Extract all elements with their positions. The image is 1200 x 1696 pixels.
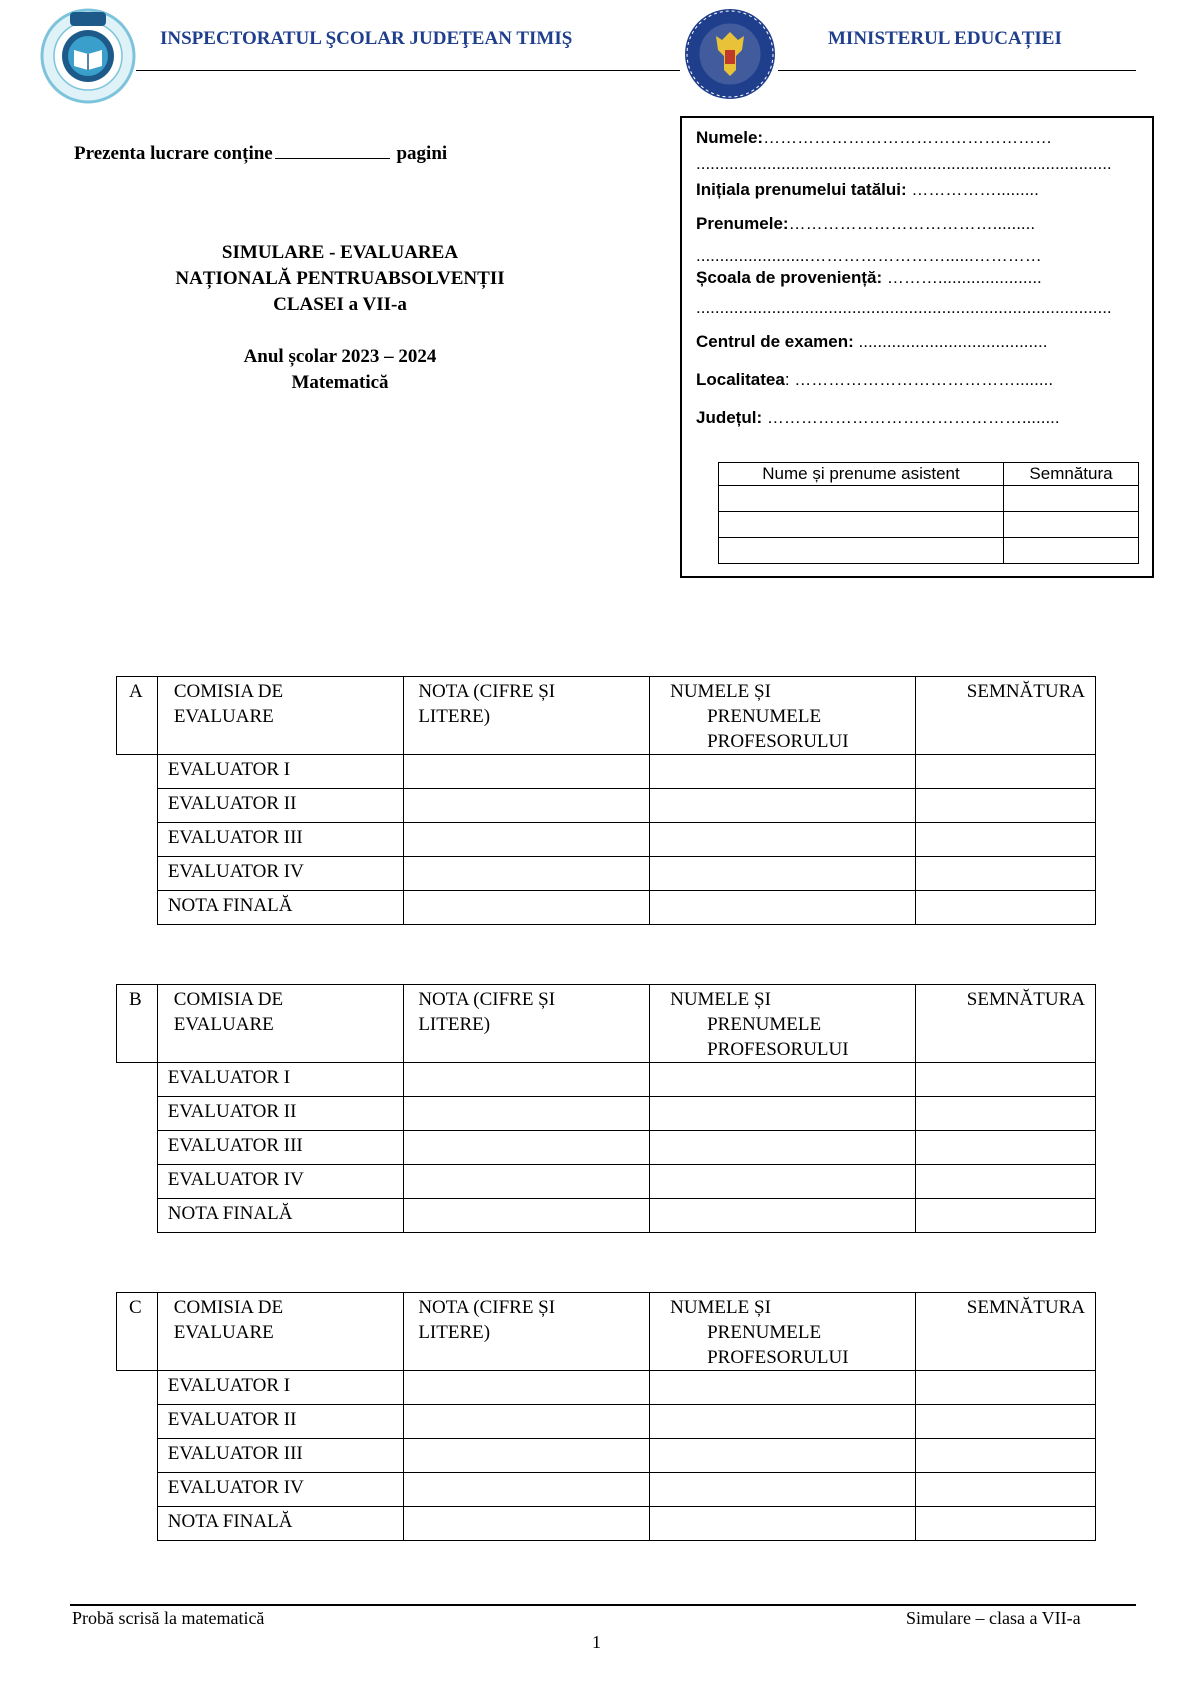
evaluator-label: EVALUATOR III [157, 823, 404, 857]
header-grade: NOTA (CIFRE ȘI LITERE) [404, 1293, 650, 1371]
judetul-dots: ………………………………………........ [766, 408, 1060, 427]
assistant-signature-cell[interactable] [1004, 486, 1139, 512]
assistant-signature-cell[interactable] [1004, 538, 1139, 564]
signature-cell[interactable] [915, 891, 1095, 925]
scoala-label: Școala de proveniență: [696, 268, 883, 287]
grade-cell[interactable] [404, 823, 650, 857]
centrul-label: Centrul de examen: [696, 332, 854, 351]
pages-prefix: Prezenta lucrare conține [74, 143, 273, 164]
numele-dots: …………………………………………… [763, 128, 1053, 147]
teacher-name-cell[interactable] [650, 1371, 916, 1405]
header-signature: SEMNĂTURA [915, 677, 1095, 755]
final-grade-label: NOTA FINALĂ [157, 1199, 404, 1233]
teacher-name-cell[interactable] [650, 1199, 916, 1233]
page-number: 1 [592, 1632, 601, 1652]
final-grade-label: NOTA FINALĂ [157, 891, 404, 925]
grade-cell[interactable] [404, 1097, 650, 1131]
county-field[interactable] [696, 408, 1138, 428]
teacher-name-cell[interactable] [650, 823, 916, 857]
signature-cell[interactable] [915, 755, 1095, 789]
eval-table-b [116, 984, 1096, 1233]
teacher-name-cell[interactable] [650, 891, 916, 925]
grade-cell[interactable] [404, 789, 650, 823]
numele-label: Numele: [696, 128, 764, 147]
assistant-table [718, 462, 1139, 564]
numele-dots-2: ........................................................................................ [696, 154, 1112, 173]
ministry-title: MINISTERUL EDUCAȚIEI [828, 28, 1062, 49]
evaluator-label: EVALUATOR IV [157, 1165, 404, 1199]
header-teacher-name: NUMELE ȘI PRENUMELE PROFESORULUI [650, 677, 916, 755]
evaluator-label: EVALUATOR II [157, 789, 404, 823]
assistant-name-cell[interactable] [719, 486, 1004, 512]
eval-table-a [116, 676, 1096, 925]
grade-cell[interactable] [404, 1405, 650, 1439]
school-origin-field-cont[interactable] [696, 298, 1138, 318]
evaluator-label: EVALUATOR I [157, 1063, 404, 1097]
signature-cell[interactable] [915, 1405, 1095, 1439]
pages-suffix: pagini [396, 143, 448, 164]
locality-field[interactable] [696, 370, 1138, 390]
assistant-signature-header: Semnătura [1004, 463, 1139, 486]
first-name-field-cont[interactable] [696, 246, 1138, 266]
judetul-label: Județul: [696, 408, 763, 427]
exam-title-line-1: SIMULARE - EVALUAREA [221, 242, 459, 263]
signature-cell[interactable] [915, 1199, 1095, 1233]
signature-cell[interactable] [915, 1507, 1095, 1541]
evaluator-label: EVALUATOR I [157, 755, 404, 789]
evaluator-label: EVALUATOR II [157, 1405, 404, 1439]
teacher-name-cell[interactable] [650, 755, 916, 789]
scoala-dots: ………...................... [886, 268, 1042, 287]
signature-cell[interactable] [915, 1131, 1095, 1165]
initiala-dots: ……………......... [911, 180, 1039, 199]
teacher-name-cell[interactable] [650, 1473, 916, 1507]
pages-blank[interactable] [275, 140, 390, 159]
prenumele-dots-2: ........................……………………......………… [696, 246, 1042, 265]
grade-cell[interactable] [404, 1131, 650, 1165]
prenumele-label: Prenumele: [696, 214, 789, 233]
footer-rule [70, 1604, 1136, 1606]
footer-right: Simulare – clasa a VII-a [906, 1608, 1081, 1628]
assistant-name-cell[interactable] [719, 538, 1004, 564]
grade-cell[interactable] [404, 1371, 650, 1405]
grade-cell[interactable] [404, 1439, 650, 1473]
candidate-name-field[interactable] [696, 128, 1138, 148]
header-commission: COMISIA DE EVALUARE [157, 677, 404, 755]
teacher-name-cell[interactable] [650, 857, 916, 891]
first-name-field[interactable] [696, 214, 1138, 234]
signature-cell[interactable] [915, 823, 1095, 857]
signature-cell[interactable] [915, 1097, 1095, 1131]
assistant-signature-cell[interactable] [1004, 512, 1139, 538]
teacher-name-cell[interactable] [650, 1063, 916, 1097]
header-grade: NOTA (CIFRE ȘI LITERE) [404, 677, 650, 755]
prenumele-dots: ………………………………......... [788, 214, 1036, 233]
header-rule-left [136, 70, 680, 71]
teacher-name-cell[interactable] [650, 1439, 916, 1473]
assistant-name-header: Nume și prenume asistent [719, 463, 1004, 486]
grade-cell[interactable] [404, 755, 650, 789]
signature-cell[interactable] [915, 1371, 1095, 1405]
exam-center-field[interactable] [696, 332, 1138, 352]
subject: Matematică [291, 372, 389, 393]
header-signature: SEMNĂTURA [915, 1293, 1095, 1371]
candidate-name-field-cont[interactable] [696, 154, 1138, 174]
exam-title-block [130, 240, 550, 396]
exam-title-line-2: NAȚIONALĂ PENTRUABSOLVENȚII [175, 268, 505, 289]
localitatea-dots: : …………………………………........ [784, 370, 1054, 389]
section-letter: C [117, 1293, 158, 1371]
eval-table-c [116, 1292, 1096, 1541]
government-seal [682, 6, 778, 102]
grade-cell[interactable] [404, 1063, 650, 1097]
grade-cell[interactable] [404, 1199, 650, 1233]
footer-left: Probă scrisă la matematică [72, 1608, 265, 1628]
header-teacher-name: NUMELE ȘI PRENUMELE PROFESORULUI [650, 1293, 916, 1371]
final-grade-label: NOTA FINALĂ [157, 1507, 404, 1541]
school-origin-field[interactable] [696, 268, 1138, 288]
evaluator-label: EVALUATOR II [157, 1097, 404, 1131]
header-commission: COMISIA DE EVALUARE [157, 985, 404, 1063]
localitatea-label: Localitatea [696, 370, 785, 389]
evaluator-label: EVALUATOR III [157, 1131, 404, 1165]
header-commission: COMISIA DE EVALUARE [157, 1293, 404, 1371]
pages-count-line [74, 140, 447, 165]
inspectorate-title: INSPECTORATUL ŞCOLAR JUDEŢEAN TIMIŞ [160, 28, 573, 49]
grade-cell[interactable] [404, 891, 650, 925]
teacher-name-cell[interactable] [650, 789, 916, 823]
teacher-name-cell[interactable] [650, 1405, 916, 1439]
evaluator-label: EVALUATOR IV [157, 857, 404, 891]
grade-cell[interactable] [404, 857, 650, 891]
candidate-info-box [680, 116, 1154, 578]
isjtm-logo [40, 8, 136, 104]
header-grade: NOTA (CIFRE ȘI LITERE) [404, 985, 650, 1063]
grade-cell[interactable] [404, 1473, 650, 1507]
signature-cell[interactable] [915, 789, 1095, 823]
grade-cell[interactable] [404, 1507, 650, 1541]
header-rule-right [778, 70, 1136, 71]
assistant-name-cell[interactable] [719, 512, 1004, 538]
header-signature: SEMNĂTURA [915, 985, 1095, 1063]
school-year: Anul școlar 2023 – 2024 [243, 346, 437, 367]
teacher-name-cell[interactable] [650, 1097, 916, 1131]
evaluator-label: EVALUATOR III [157, 1439, 404, 1473]
teacher-name-cell[interactable] [650, 1131, 916, 1165]
signature-cell[interactable] [915, 1473, 1095, 1507]
signature-cell[interactable] [915, 1439, 1095, 1473]
teacher-name-cell[interactable] [650, 1507, 916, 1541]
scoala-dots-2: ........................................................................................ [696, 298, 1112, 317]
evaluator-label: EVALUATOR I [157, 1371, 404, 1405]
exam-title-line-3: CLASEI a VII-a [273, 294, 407, 315]
header-teacher-name: NUMELE ȘI PRENUMELE PROFESORULUI [650, 985, 916, 1063]
grade-cell[interactable] [404, 1165, 650, 1199]
signature-cell[interactable] [915, 1063, 1095, 1097]
father-initial-field[interactable] [696, 180, 1138, 200]
section-letter: B [117, 985, 158, 1063]
evaluator-label: EVALUATOR IV [157, 1473, 404, 1507]
centrul-dots: ........................................ [858, 332, 1048, 351]
section-letter: A [117, 677, 158, 755]
signature-cell[interactable] [915, 857, 1095, 891]
initiala-label: Inițiala prenumelui tatălui: [696, 180, 907, 199]
teacher-name-cell[interactable] [650, 1165, 916, 1199]
signature-cell[interactable] [915, 1165, 1095, 1199]
